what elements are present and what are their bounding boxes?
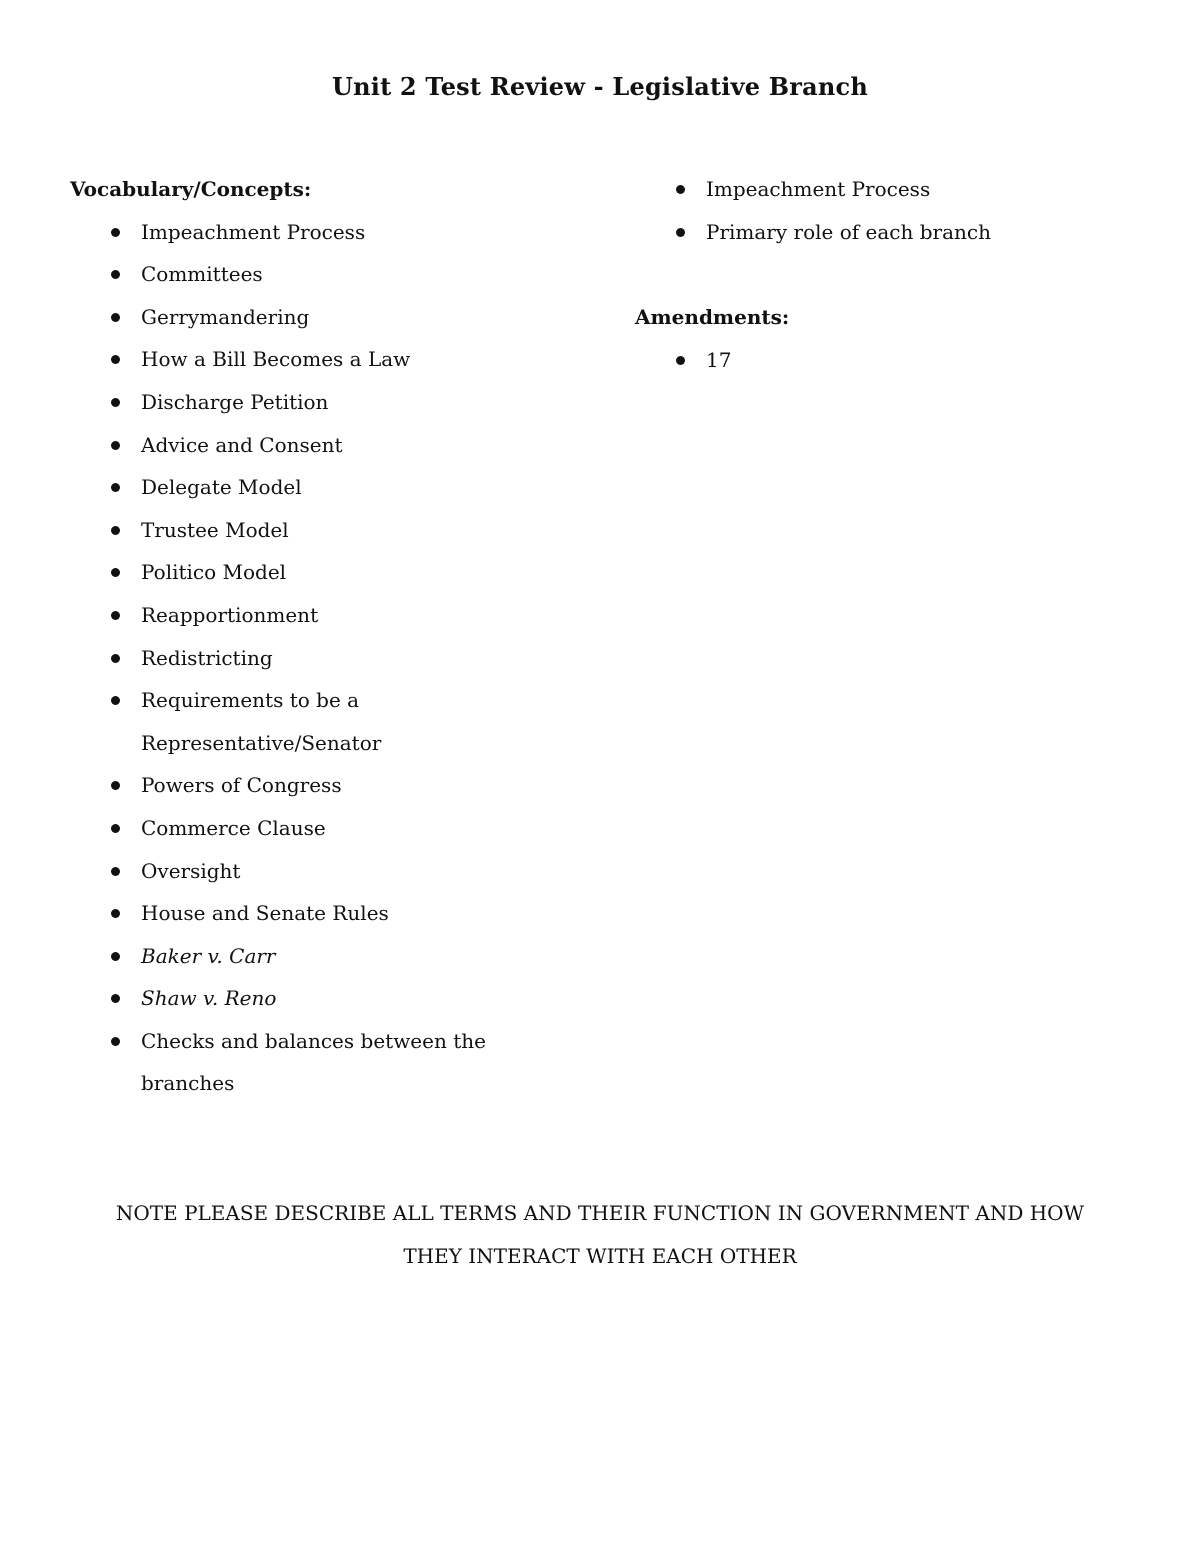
vocabulary-heading: Vocabulary/Concepts:	[70, 177, 312, 201]
bullet-icon	[676, 356, 685, 365]
list-item-text: Oversight	[141, 858, 241, 883]
list-item	[70, 935, 550, 978]
list-item-text: Redistricting	[141, 645, 273, 670]
list-item-text: Shaw v. Reno	[141, 986, 277, 1011]
bullet-icon	[111, 270, 120, 279]
list-item-text: House and Senate Rules	[141, 901, 389, 926]
topics-list	[635, 168, 1115, 253]
list-item-text: How a Bill Becomes a Law	[141, 347, 411, 372]
list-item	[70, 764, 550, 807]
list-item-text: Commerce Clause	[141, 815, 326, 840]
list-item-text: Impeachment Process	[706, 177, 931, 201]
list-item	[70, 679, 550, 764]
list-item	[70, 977, 550, 1020]
bullet-icon	[111, 654, 120, 663]
list-item	[70, 892, 550, 935]
vocabulary-list	[70, 211, 550, 1105]
list-item-text: Checks and balances between the branches	[141, 1028, 486, 1096]
list-item	[635, 339, 1115, 382]
list-item	[70, 594, 550, 637]
list-item-text: Gerrymandering	[141, 304, 310, 329]
bullet-icon	[111, 909, 120, 918]
bullet-icon	[111, 526, 120, 535]
bullet-icon	[111, 313, 120, 322]
list-item	[70, 253, 550, 296]
list-item	[70, 466, 550, 509]
amendments-heading: Amendments:	[635, 305, 790, 330]
list-item	[70, 381, 550, 424]
bullet-icon	[111, 952, 120, 961]
bullet-icon	[111, 994, 120, 1003]
list-item	[635, 211, 1115, 254]
list-item	[70, 551, 550, 594]
bullet-icon	[676, 228, 685, 237]
bullet-icon	[111, 1037, 120, 1046]
list-item-text: 17	[706, 347, 732, 372]
list-item-text: Discharge Petition	[141, 389, 329, 414]
amendments-list	[635, 339, 1115, 382]
left-column	[70, 168, 550, 1105]
list-item	[70, 424, 550, 467]
bullet-icon	[111, 568, 120, 577]
right-column	[635, 168, 1115, 381]
list-item-text: Primary role of each branch	[706, 219, 991, 244]
list-item-text: Powers of Congress	[141, 773, 342, 798]
list-item	[70, 1020, 550, 1105]
list-item	[70, 637, 550, 680]
bullet-icon	[676, 185, 685, 194]
bullet-icon	[111, 228, 120, 237]
list-item-text: Trustee Model	[141, 517, 289, 542]
note-text: NOTE PLEASE DESCRIBE ALL TERMS AND THEIR FUNCTION IN GOVERNMENT AND HOW THEY INTERACT WITH EACH OTHER	[115, 1201, 1085, 1268]
bullet-icon	[111, 867, 120, 876]
list-item-text: Delegate Model	[141, 475, 302, 500]
list-item	[635, 168, 1115, 211]
spacer	[635, 253, 1115, 296]
list-item	[70, 296, 550, 339]
list-item	[70, 509, 550, 552]
list-item-text: Advice and Consent	[141, 432, 343, 457]
bullet-icon	[111, 398, 120, 407]
list-item	[70, 338, 550, 381]
list-item-text: Reapportionment	[141, 602, 319, 627]
list-item	[70, 211, 550, 254]
list-item	[70, 807, 550, 850]
list-item-text: Politico Model	[141, 560, 287, 585]
bullet-icon	[111, 611, 120, 620]
bullet-icon	[111, 696, 120, 705]
bullet-icon	[111, 824, 120, 833]
list-item-text: Impeachment Process	[141, 219, 366, 244]
bullet-icon	[111, 355, 120, 364]
page-title: Unit 2 Test Review - Legislative Branch	[332, 72, 868, 101]
bullet-icon	[111, 781, 120, 790]
list-item	[70, 850, 550, 893]
list-item-text: Requirements to be a Representative/Senator	[141, 688, 382, 755]
list-item-text: Committees	[141, 262, 263, 287]
list-item-text: Baker v. Carr	[141, 943, 276, 968]
bullet-icon	[111, 441, 120, 450]
bullet-icon	[111, 483, 120, 492]
